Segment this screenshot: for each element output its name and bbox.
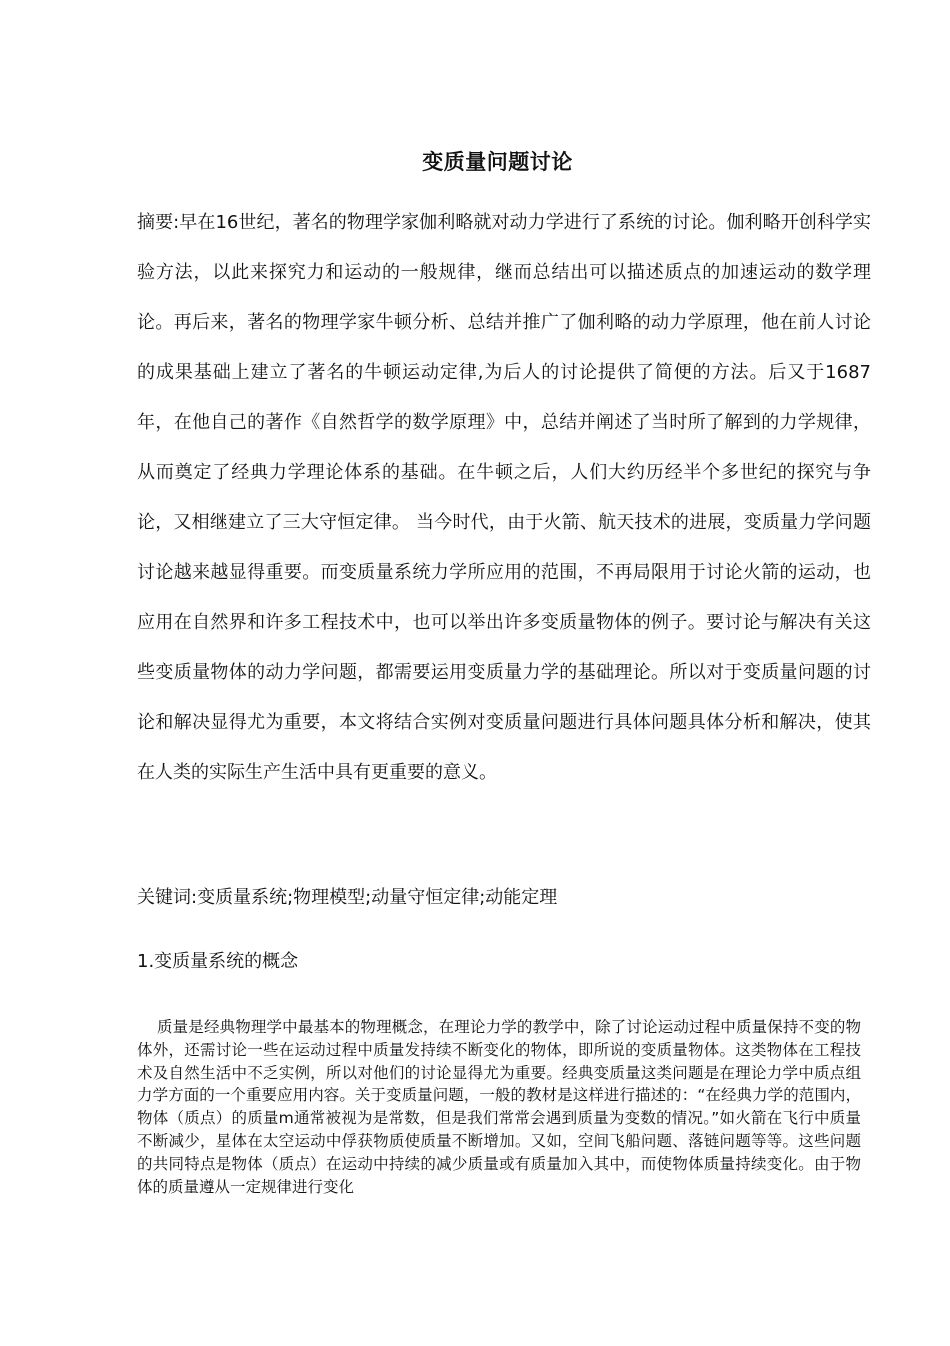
abstract-paragraph: 摘要:早在16世纪，著名的物理学家伽利略就对动力学进行了系统的讨论。伽利略开创科学实验方法，以此来探究力和运动的一般规律，继而总结出可以描述质点的加速运动的数学理论。再后来，著名的物理学家牛顿分析、总结并推广了伽利略的动力学原理，他在前人讨论的成果基础上建立了著名的牛顿运动定律,为后人的讨论提供了简便的方法。后又于1687年，在他自己的著作《自然哲学的数学原理》中，总结并阐述了当时所了解到的力学规律，从而奠定了经典力学理论体系的基础。在牛顿之后，人们大约历经半个多世纪的探究与争论，又相继建立了三大守恒定律。 当今时代，由于火箭、航天技术的进展，变质量力学问题讨论越来越显得重要。而变质量系统力学所应用的范围，不再局限用于讨论火箭的运动，也应用在自然界和许多工程技术中，也可以举出许多变质量物体的例子。要讨论与解决有关这些变质量物体的动力学问题，都需要运用变质量力学的基础理论。所以对于变质量问题的讨论和解决显得尤为重要，本文将结合实例对变质量问题进行具体问题具体分析和解决，使其在人类的实际生产生活中具有更重要的意义。	[137, 212, 871, 783]
section-heading: 1.变质量系统的概念	[137, 951, 299, 972]
body-paragraph: 质量是经典物理学中最基本的物理概念，在理论力学的教学中，除了讨论运动过程中质量保持不变的物体外，还需讨论一些在运动过程中质量发持续不断变化的物体，即所说的变质量物体。这类物体在工程技术及自然生活中不乏实例，所以对他们的讨论显得尤为重要。经典变质量这类问题是在理论力学中质点组力学方面的一个重要应用内容。关于变质量问题，一般的教材是这样进行描述的：“在经典力学的范围内，物体（质点）的质量m通常被视为是常数，但是我们常常会遇到质量为变数的情况。”如火箭在飞行中质量不断减少，星体在太空运动中俘获物质使质量不断增加。又如，空间飞船问题、落链问题等等。这些问题的共同特点是物体（质点）在运动中持续的减少质量或有质量加入其中，而使物体质量持续变化。由于物体的质量遵从一定规律进行变化	[137, 1018, 861, 1196]
document-title: 变质量问题讨论	[422, 150, 573, 175]
keywords-line: 关键词:变质量系统;物理模型;动量守恒定律;动能定理	[137, 887, 558, 908]
